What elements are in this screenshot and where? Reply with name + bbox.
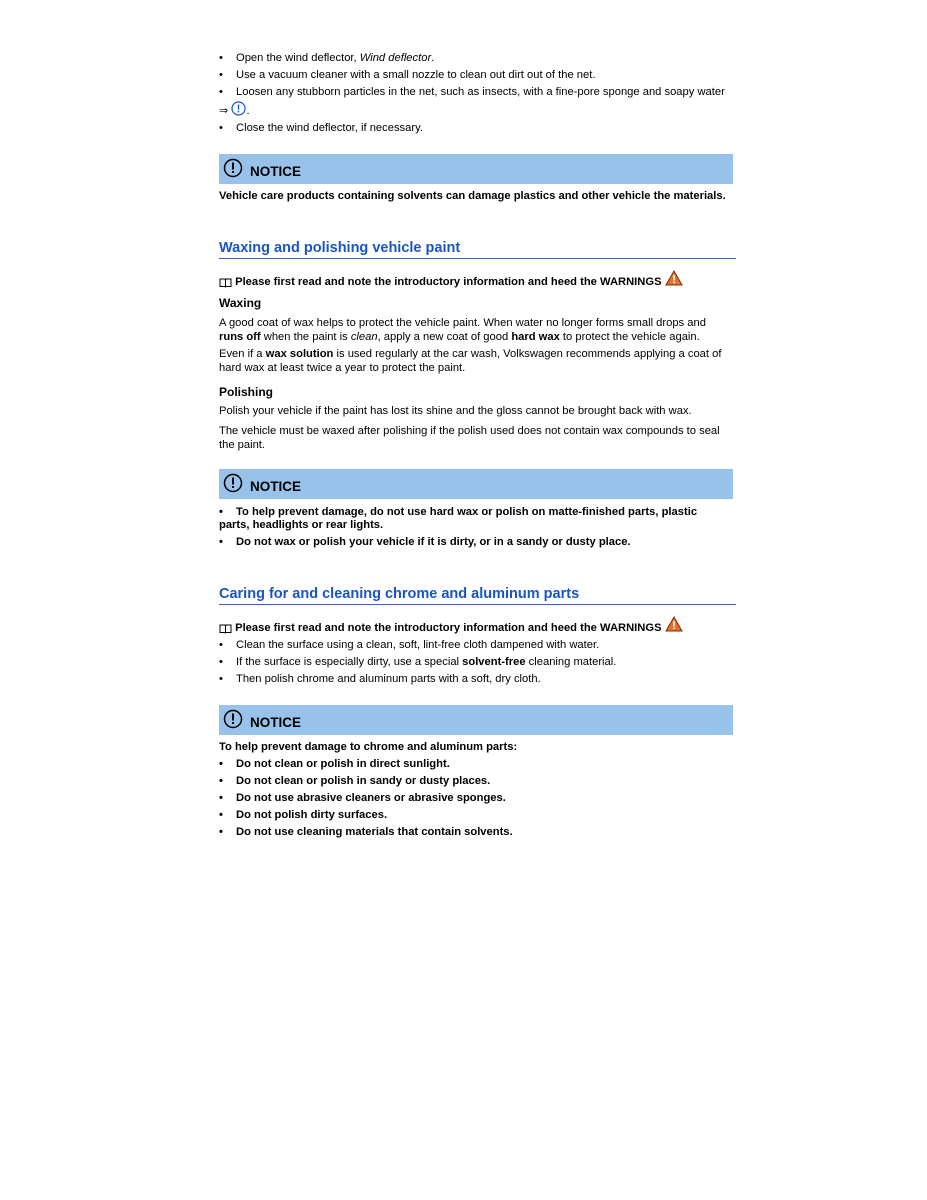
list-item: • Close the wind deflector, if necessary. (219, 122, 423, 134)
notice-box (219, 705, 733, 735)
warning-triangle-icon (665, 616, 683, 632)
list-item: • Open the wind deflector, Wind deflector. (219, 52, 435, 64)
list-item: • Loosen any stubborn particles in the net, such as insects, with a fine-pore sponge and soapy water (219, 86, 725, 98)
paragraph: Even if a wax solution is used regularly at the car wash, Volkswagen recommends applying a coat of hard wax at least twice a year to protect the paint. (219, 348, 722, 374)
list-item: • Use a vacuum cleaner with a small nozzle to clean out dirt out of the net. (219, 69, 596, 81)
list-item: • Clean the surface using a clean, soft, lint-free cloth dampened with water. (219, 639, 600, 651)
list-item: • Do not use cleaning materials that contain solvents. (219, 826, 513, 838)
list-item-continuation: parts, headlights or rear lights. (219, 519, 384, 531)
list-item: • Do not wax or polish your vehicle if it is dirty, or in a sandy or dusty place. (219, 536, 631, 548)
section-heading: Caring for and cleaning chrome and aluminum parts (219, 586, 736, 605)
intro-warning-line[interactable]: Please first read and note the introductory information and heed the WARNINGS (219, 616, 683, 635)
list-item: • If the surface is especially dirty, use a special solvent-free cleaning material. (219, 656, 617, 668)
list-item: • Do not clean or polish in sandy or dusty places. (219, 775, 491, 787)
notice-box (219, 469, 733, 499)
paragraph: Polish your vehicle if the paint has lost its shine and the gloss cannot be brought back with wax. (219, 405, 692, 417)
warning-triangle-icon (665, 270, 683, 286)
exclamation-circle-icon (223, 709, 243, 729)
intro-warning-line[interactable]: Please first read and note the introductory information and heed the WARNINGS (219, 270, 683, 289)
list-item: • Do not use abrasive cleaners or abrasive sponges. (219, 792, 506, 804)
paragraph: The vehicle must be waxed after polishing if the polish used does not contain wax compounds to seal the paint. (219, 425, 720, 451)
book-icon (219, 623, 232, 634)
exclamation-circle-icon (223, 158, 243, 178)
notice-text: To help prevent damage to chrome and aluminum parts: (219, 741, 518, 753)
book-icon (219, 277, 232, 288)
list-item: • To help prevent damage, do not use hard wax or polish on matte-finished parts, plastic (219, 506, 698, 518)
notice-box (219, 154, 733, 184)
paragraph: A good coat of wax helps to protect the vehicle paint. When water no longer forms small drops and runs off when the paint is clean, apply a new coat of good hard wax to protect the vehicle again. (219, 317, 706, 343)
notice-label: NOTICE (250, 479, 302, 494)
notice-label: NOTICE (250, 164, 302, 179)
notice-label: NOTICE (250, 715, 302, 730)
exclamation-circle-icon (223, 473, 243, 493)
cross-reference[interactable]: ⇒ . (219, 101, 250, 119)
list-item: • Then polish chrome and aluminum parts with a soft, dry cloth. (219, 673, 541, 685)
subheading-waxing: Waxing (219, 296, 262, 310)
arrow-right-icon: ⇒ (219, 105, 229, 117)
exclamation-circle-icon (231, 101, 246, 116)
link-wind-deflector[interactable]: Wind deflector (359, 52, 432, 64)
notice-text: Vehicle care products containing solvents can damage plastics and other vehicle the materials. (219, 190, 726, 202)
list-item: • Do not clean or polish in direct sunlight. (219, 758, 450, 770)
list-item: • Do not polish dirty surfaces. (219, 809, 388, 821)
subheading-polishing: Polishing (219, 385, 273, 399)
section-heading: Waxing and polishing vehicle paint (219, 240, 736, 259)
